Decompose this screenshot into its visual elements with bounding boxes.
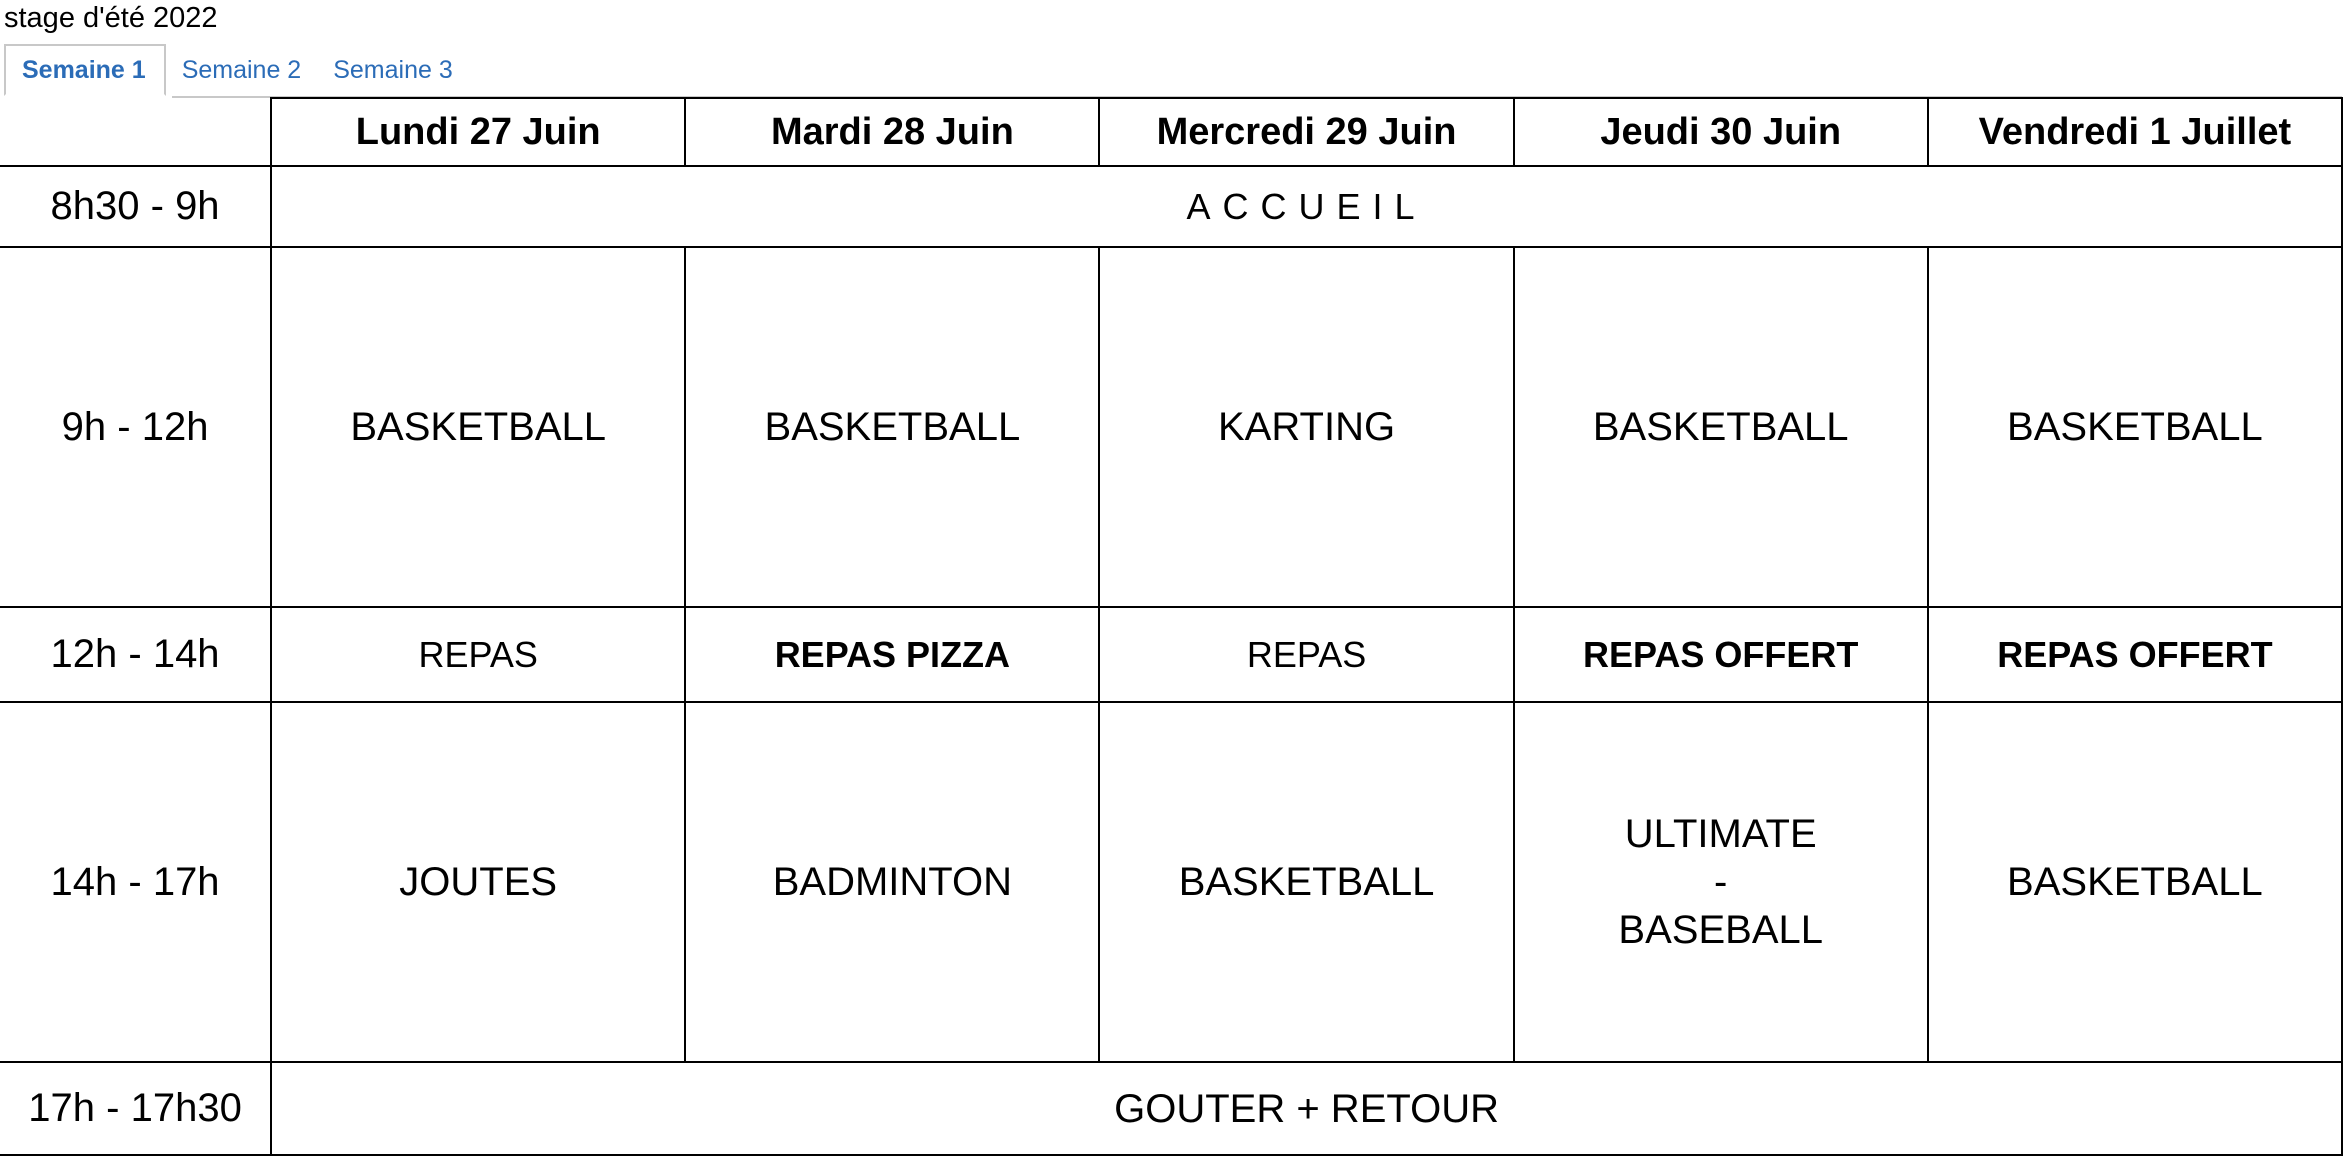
time-slot: 8h30 - 9h [0, 166, 271, 247]
activity-cell: BASKETBALL [1099, 702, 1513, 1062]
accueil-cell: ACCUEIL [271, 166, 2342, 247]
table-row [0, 166, 2342, 247]
activity-cell: BASKETBALL [1928, 702, 2342, 1062]
day-header-tuesday: Mardi 28 Juin [685, 98, 1099, 166]
meal-cell: REPAS [1099, 607, 1513, 702]
activity-cell [1514, 702, 1928, 1062]
activity-line: BASEBALL [1618, 908, 1823, 952]
table-row [0, 702, 2342, 1062]
corner-cell [0, 98, 271, 166]
activity-cell: KARTING [1099, 247, 1513, 607]
activity-cell: BASKETBALL [1514, 247, 1928, 607]
tab-semaine-1[interactable]: Semaine 1 [4, 44, 166, 96]
day-header-friday: Vendredi 1 Juillet [1928, 98, 2342, 166]
table-row [0, 1062, 2342, 1155]
day-header-wednesday: Mercredi 29 Juin [1099, 98, 1513, 166]
activity-cell: BASKETBALL [271, 247, 685, 607]
time-slot: 12h - 14h [0, 607, 271, 702]
activity-cell: JOUTES [271, 702, 685, 1062]
activity-cell: BASKETBALL [685, 247, 1099, 607]
table-row [0, 607, 2342, 702]
table-row [0, 247, 2342, 607]
time-slot: 14h - 17h [0, 702, 271, 1062]
tab-semaine-3[interactable]: Semaine 3 [333, 55, 453, 84]
schedule-table [0, 97, 2343, 1156]
meal-cell: REPAS OFFERT [1514, 607, 1928, 702]
table-header-row [0, 98, 2342, 166]
activity-line: - [1714, 860, 1728, 904]
meal-cell: REPAS [271, 607, 685, 702]
tab-semaine-2[interactable]: Semaine 2 [181, 55, 302, 84]
day-header-thursday: Jeudi 30 Juin [1514, 98, 1928, 166]
activity-cell: BASKETBALL [1928, 247, 2342, 607]
activity-cell: BADMINTON [685, 702, 1099, 1062]
meal-cell: REPAS PIZZA [685, 607, 1099, 702]
time-slot: 17h - 17h30 [0, 1062, 271, 1155]
activity-line: ULTIMATE [1624, 812, 1817, 856]
week-tabs [4, 44, 469, 96]
day-header-monday: Lundi 27 Juin [271, 98, 685, 166]
retour-cell: GOUTER + RETOUR [271, 1062, 2342, 1155]
page-title: stage d'été 2022 [4, 2, 218, 34]
meal-cell: REPAS OFFERT [1928, 607, 2342, 702]
time-slot: 9h - 12h [0, 247, 271, 607]
